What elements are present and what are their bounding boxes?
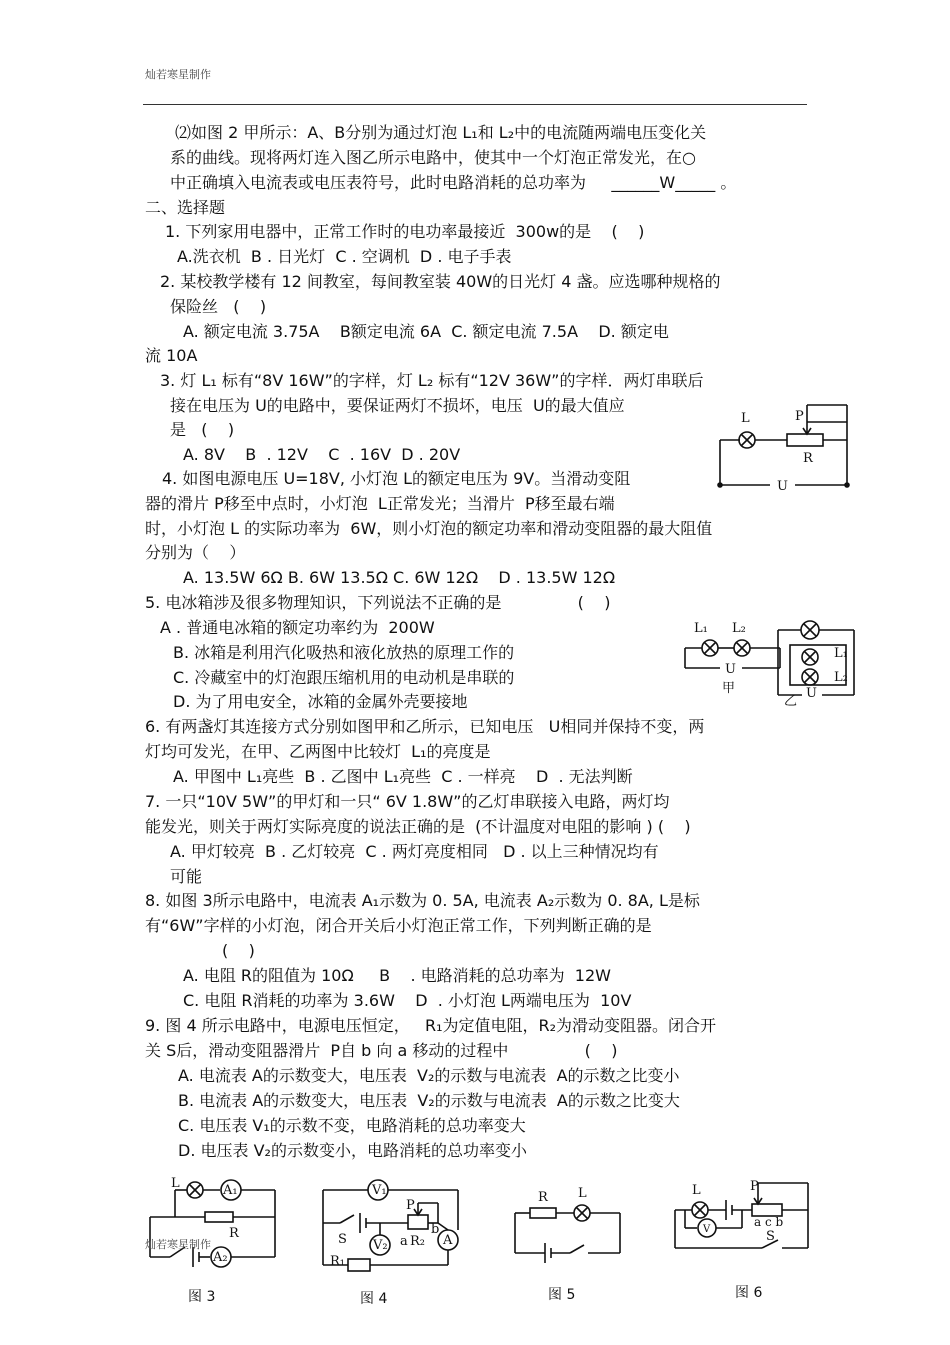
text-line: 能发光，则关于两灯实际亮度的说法正确的是 (不计温度对电阻的影响 ) ( ) bbox=[145, 817, 691, 836]
label-A2: A₂ bbox=[213, 1250, 228, 1265]
text-line: 时，小灯泡 L 的实际功率为 6W，则小灯泡的额定功率和滑动变阻器的最大阻值 bbox=[145, 519, 713, 538]
label-S: S bbox=[338, 1232, 347, 1247]
text-line: 5. 电冰箱涉及很多物理知识，下列说法不正确的是 ( ) bbox=[145, 593, 611, 612]
text-line: 系的曲线。现将两灯连入图乙所示电路中，使其中一个灯泡正常发光，在○ bbox=[170, 148, 696, 167]
figure-5-circuit bbox=[510, 1185, 630, 1265]
label-L: L bbox=[171, 1176, 180, 1191]
text-line: 3. 灯 L₁ 标有“8V 16W”的字样，灯 L₂ 标有“12V 36W”的字样．两灯串联后 bbox=[160, 371, 704, 390]
text-line: C. 电压表 V₁的示数不变，电路消耗的总功率变大 bbox=[178, 1116, 526, 1135]
figure-6-circuit bbox=[670, 1178, 820, 1268]
caption-figure-5: 图 5 bbox=[548, 1287, 576, 1303]
text-line: 二、选择题 bbox=[145, 198, 226, 217]
text-line: 流 10A bbox=[145, 346, 198, 365]
text-line: A. 13.5W 6Ω B. 6W 13.5Ω C. 6W 12Ω D . 13.5W 12Ω bbox=[183, 568, 616, 587]
text-line: C. 冷藏室中的灯泡跟压缩机用的电动机是串联的 bbox=[173, 668, 515, 687]
label-L: L bbox=[692, 1183, 701, 1198]
caption-figure-4: 图 4 bbox=[360, 1291, 388, 1307]
figure-3-circuit bbox=[145, 1175, 295, 1270]
text-line: 灯均可发光，在甲、乙两图中比较灯 L₁的亮度是 bbox=[145, 742, 491, 761]
caption-figure-6: 图 6 bbox=[735, 1285, 763, 1301]
text-line: 保险丝 ( ) bbox=[170, 297, 267, 316]
label-A: A bbox=[443, 1233, 453, 1248]
text-line: A . 普通电冰箱的额定功率约为 200W bbox=[160, 618, 435, 637]
caption-jia: 甲 bbox=[722, 681, 736, 696]
text-line: 关 S后，滑动变阻器滑片 P自 b 向 a 移动的过程中 ( ) bbox=[145, 1041, 618, 1060]
page-header: 灿若寒星制作 bbox=[145, 68, 211, 81]
text-line: B. 电流表 A的示数变大，电压表 V₂的示数与电流表 A的示数之比变大 bbox=[178, 1091, 680, 1110]
text-line: ⑵如图 2 甲所示：A、B分别为通过灯泡 L₁和 L₂中的电流随两端电压变化关 bbox=[175, 123, 707, 142]
text-line: 9. 图 4 所示电路中，电源电压恒定， R₁为定值电阻，R₂为滑动变阻器。闭合开 bbox=[145, 1016, 717, 1035]
header-rule bbox=[143, 104, 807, 105]
label-U: U bbox=[725, 662, 736, 677]
caption-figure-3: 图 3 bbox=[188, 1289, 216, 1305]
figure-q4-circuit bbox=[715, 400, 855, 495]
text-line: 中正确填入电流表或电压表符号，此时电路消耗的总功率为 ______W_____ 。 bbox=[170, 173, 737, 192]
text-line: 器的滑片 P移至中点时，小灯泡 L正常发光；当滑片 P移至最右端 bbox=[145, 494, 615, 513]
page-footer: 灿若寒星制作 bbox=[145, 1238, 211, 1251]
label-P: P bbox=[795, 409, 804, 424]
text-line: A. 甲灯较亮 B . 乙灯较亮 C . 两灯亮度相同 D . 以上三种情况均有 bbox=[170, 842, 659, 861]
label-L: L bbox=[578, 1186, 587, 1201]
label-R: R bbox=[803, 451, 813, 466]
label-U: U bbox=[806, 686, 817, 701]
label-L1: L₁ bbox=[834, 646, 848, 661]
text-line: A. 额定电流 3.75A B额定电流 6A C. 额定电流 7.5A D. 额定电 bbox=[183, 322, 669, 341]
label-R: R bbox=[229, 1226, 239, 1241]
text-line: A. 电流表 A的示数变大，电压表 V₂的示数与电流表 A的示数之比变小 bbox=[178, 1066, 680, 1085]
label-A1: A₁ bbox=[223, 1183, 238, 1198]
label-P: P bbox=[750, 1179, 759, 1194]
text-line: A.洗衣机 B . 日光灯 C . 空调机 D . 电子手表 bbox=[177, 247, 512, 266]
text-line: ( ) bbox=[222, 941, 255, 960]
text-line: 是 ( ) bbox=[170, 420, 235, 439]
text-line: 分别为（ ） bbox=[145, 543, 246, 562]
label-P: P bbox=[406, 1198, 415, 1213]
label-S: S bbox=[766, 1229, 775, 1244]
text-line: 接在电压为 U的电路中，要保证两灯不损坏，电压 U的最大值应 bbox=[170, 396, 625, 415]
text-line: D. 电压表 V₂的示数变小，电路消耗的总功率变小 bbox=[178, 1141, 527, 1160]
label-L2: L₂ bbox=[834, 670, 848, 685]
text-line: D. 为了用电安全，冰箱的金属外壳要接地 bbox=[173, 692, 468, 711]
text-line: A. 8V B . 12V C . 16V D . 20V bbox=[183, 445, 461, 464]
figure-4-circuit bbox=[318, 1175, 468, 1275]
text-line: A. 甲图中 L₁亮些 B . 乙图中 L₁亮些 C . 一样亮 D . 无法判断 bbox=[173, 767, 633, 786]
text-line: 6. 有两盏灯其连接方式分别如图甲和乙所示，已知电压 U相同并保持不变，两 bbox=[145, 717, 705, 736]
label-L1: L₁ bbox=[694, 621, 708, 636]
text-line: C. 电阻 R消耗的功率为 3.6W D . 小灯泡 L两端电压为 10V bbox=[183, 991, 632, 1010]
label-V2: V₂ bbox=[373, 1238, 388, 1253]
label-R: R bbox=[538, 1190, 548, 1205]
figure-yi-parallel bbox=[770, 615, 860, 709]
text-line: 4. 如图电源电压 U=18V, 小灯泡 L的额定电压为 9V。当滑动变阻 bbox=[162, 469, 631, 488]
label-acb: a c b bbox=[754, 1215, 784, 1229]
label-a: a bbox=[400, 1234, 408, 1249]
label-R1: R₁ bbox=[330, 1254, 345, 1269]
text-line: 可能 bbox=[170, 867, 203, 886]
caption-yi: 乙 bbox=[784, 694, 798, 709]
text-line: 1. 下列家用电器中，正常工作时的电功率最接近 300w的是 ( ) bbox=[165, 222, 645, 241]
label-V: V bbox=[703, 1224, 711, 1235]
text-line: A. 电阻 R的阻值为 10Ω B . 电路消耗的总功率为 12W bbox=[183, 966, 611, 985]
text-line: 7. 一只“10V 5W”的甲灯和一只“ 6V 1.8W”的乙灯串联接入电路，两灯均 bbox=[145, 792, 670, 811]
label-L2: L₂ bbox=[732, 621, 746, 636]
label-V1: V₁ bbox=[372, 1183, 387, 1198]
label-R2: R₂ bbox=[410, 1234, 425, 1249]
text-line: 有“6W”字样的小灯泡，闭合开关后小灯泡正常工作，下列判断正确的是 bbox=[145, 916, 652, 935]
label-L: L bbox=[741, 411, 750, 426]
text-line: 2. 某校教学楼有 12 间教室，每间教室装 40W的日光灯 4 盏。应选哪种规格的 bbox=[160, 272, 721, 291]
label-b: b bbox=[431, 1222, 440, 1237]
text-line: 8. 如图 3所示电路中，电流表 A₁示数为 0. 5A, 电流表 A₂示数为 0. 8A, L是标 bbox=[145, 891, 700, 910]
text-line: B. 冰箱是利用汽化吸热和液化放热的原理工作的 bbox=[173, 643, 515, 662]
label-U: U bbox=[777, 479, 788, 494]
